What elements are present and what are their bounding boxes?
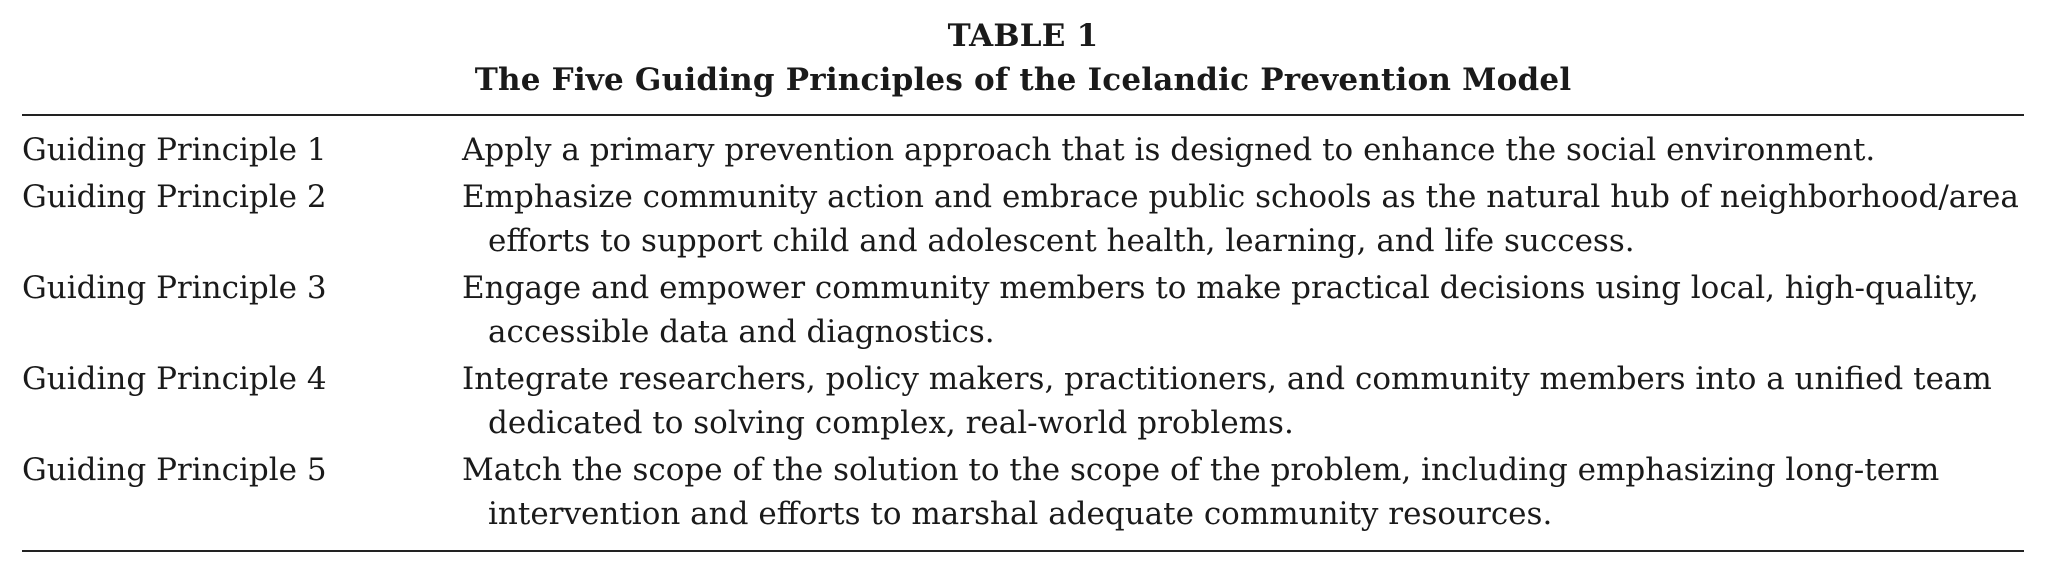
table-row <box>22 266 2024 354</box>
principle-label: Guiding Principle 3 <box>22 270 327 306</box>
table-row <box>22 175 2024 263</box>
table-title: The Five Guiding Principles of the Icelandic Prevention Model <box>474 62 1572 98</box>
principle-description: Match the scope of the solution to the scope of the problem, including emphasizing long-term intervention and efforts to marshal adequate community resources. <box>462 452 1940 532</box>
principle-description: Integrate researchers, policy makers, practitioners, and community members into a unified team dedicated to solving complex, real-world problems. <box>462 361 1992 441</box>
principle-label: Guiding Principle 5 <box>22 452 327 488</box>
principle-description: Engage and empower community members to make practical decisions using local, high-quality, accessible data and diagnostics. <box>462 270 1979 350</box>
table-row <box>22 128 2024 172</box>
table-row <box>22 357 2024 445</box>
principles-table <box>22 14 2024 552</box>
principle-description: Emphasize community action and embrace public schools as the natural hub of neighborhood/area efforts to support child and adolescent health, learning, and life success. <box>462 179 2019 259</box>
principle-label: Guiding Principle 4 <box>22 361 327 397</box>
principle-label: Guiding Principle 1 <box>22 132 327 168</box>
table-row <box>22 448 2024 536</box>
table-number: TABLE 1 <box>947 18 1099 54</box>
table-bottom-rule <box>22 550 2024 552</box>
principle-description: Apply a primary prevention approach that is designed to enhance the social environment. <box>462 132 1876 168</box>
table-body <box>22 116 2024 536</box>
principle-label: Guiding Principle 2 <box>22 179 327 215</box>
